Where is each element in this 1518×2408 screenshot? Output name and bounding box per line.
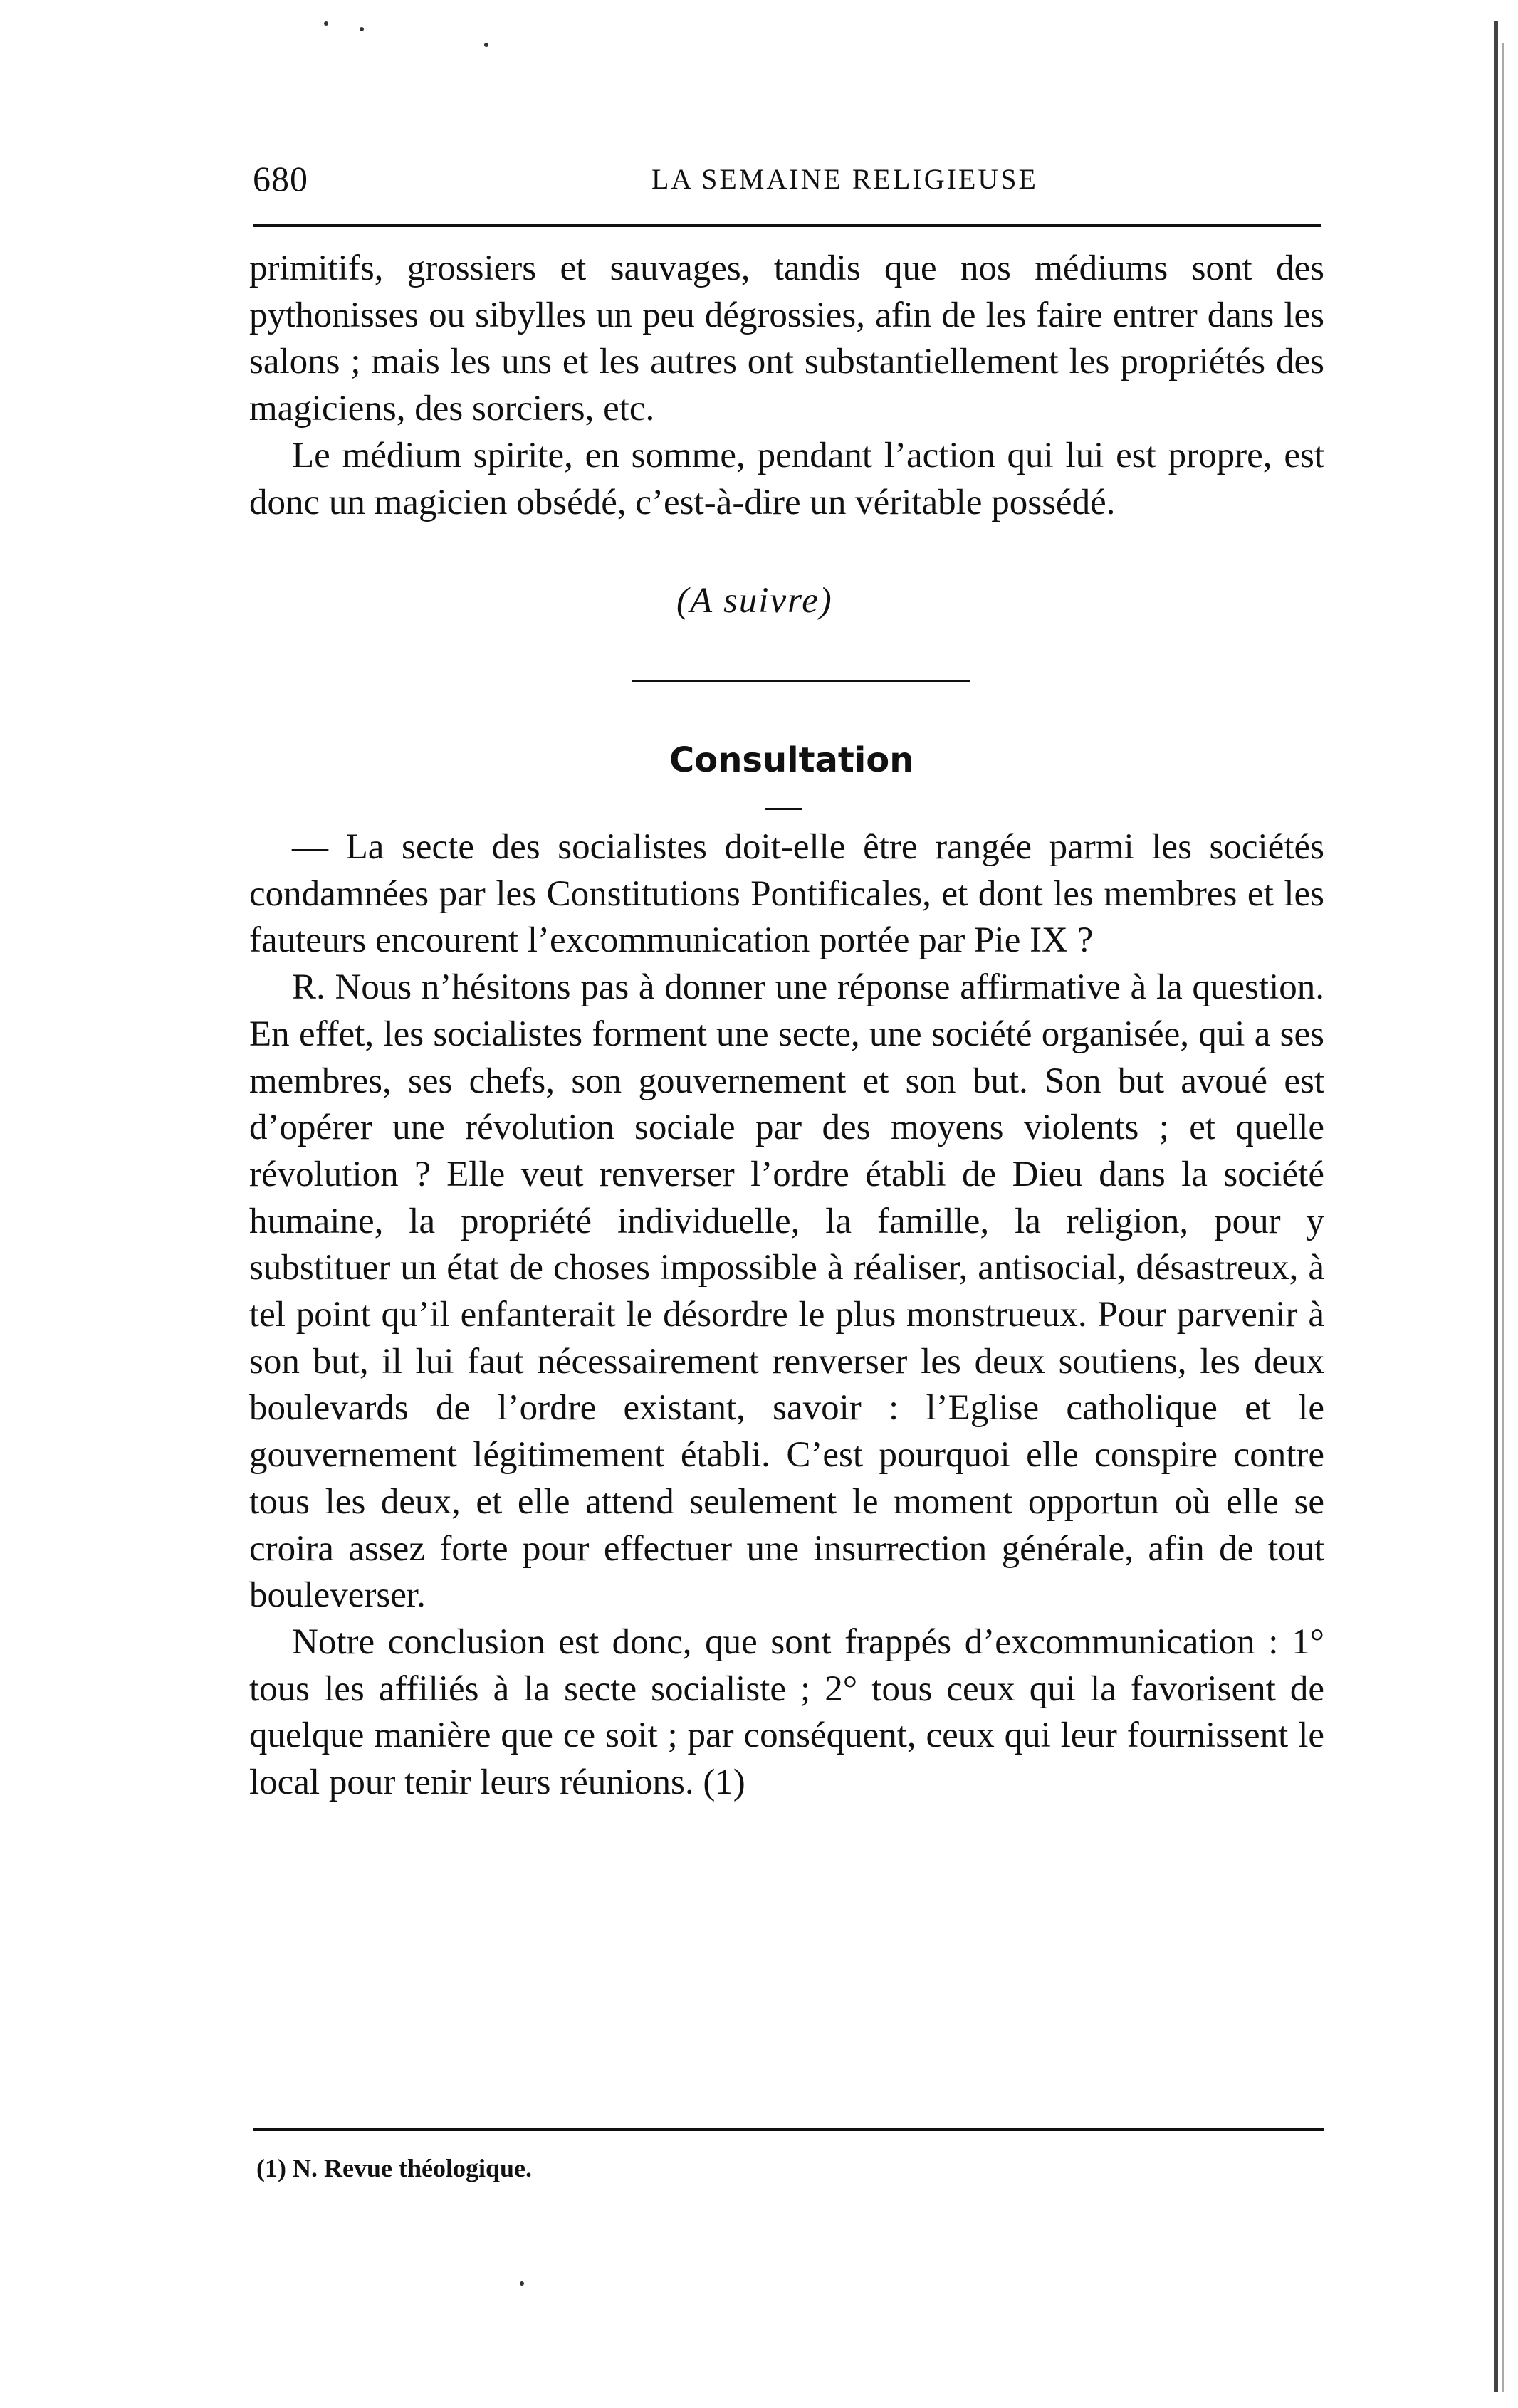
question-paragraph: — La secte des socialistes doit-elle être rangée parmi les sociétés condamnées par les Constitutions Pontificales, et dont les membres et les fauteurs encourent l’excommunication portée par Pie IX ?: [249, 827, 1324, 961]
continuation-paragraph: Le médium spirite, en somme, pendant l’action qui lui est propre, est donc un magicien obsédé, c’est-à-dire un véritable possédé.: [249, 435, 1324, 522]
title-dash: [765, 808, 802, 810]
conclusion-paragraph: Notre conclusion est donc, que sont frappés d’excommunication : 1° tous les affiliés à la secte socialiste ; 2° tous ceux qui la favorisent de quelque manière que ce soit ; par conséquent, ceux qui leur fournissent le local pour tenir leurs réunions. (1): [249, 1621, 1324, 1803]
page-header: [253, 158, 1321, 201]
header-rule: [253, 224, 1321, 227]
scan-speck: [360, 27, 364, 31]
footnote-rule: [253, 2128, 1324, 2131]
running-title: LA SEMAINE RELIGIEUSE: [651, 163, 1038, 195]
answer-paragraph: R. Nous n’hésitons pas à donner une réponse affirmative à la question. En effet, les socialistes forment une secte, une société organisée, qui a ses membres, ses chefs, son gouvernement et son but. Son but avoué est d’opérer une révolution sociale par des moyens violents ; et quelle révolution ? Elle veut renverser l’ordre établi de Dieu dans la société humaine, la propriété individuelle, la famille, la religion, pour y substituer un état de choses impossible à réaliser, antisocial, désastreux, à tel point qu’il enfanterait le désordre le plus monstrueux. Pour parvenir à son but, il lui faut nécessairement renverser les deux soutiens, les deux boulevards de l’ordre existant, savoir : l’Eglise catholique et le gouvernement légitimement établi. C’est pourquoi elle conspire contre tous les deux, et elle attend seulement le moment opportun où elle se croira assez forte pour effectuer une insurrection générale, afin de tout bouleverser.: [249, 967, 1324, 1616]
to-follow-note: (A suivre): [676, 581, 833, 621]
continuation-paragraph: primitifs, grossiers et sauvages, tandis que nos médiums sont des pythonisses ou sibylles un peu dégrossies, afin de les faire entrer dans les salons ; mais les uns et les autres ont substantiellement les propriétés des magiciens, des sorciers, etc.: [249, 248, 1324, 429]
scan-speck: [484, 43, 488, 47]
binding-edge-shadow: [1502, 43, 1504, 2392]
scan-speck: [520, 2281, 524, 2286]
continuation-text: [249, 246, 1324, 526]
consultation-text: [249, 824, 1324, 1807]
binding-edge: [1494, 21, 1498, 2392]
scan-speck: [324, 21, 328, 26]
footnote: (1) N. Revue théologique.: [256, 2154, 532, 2182]
page-number: 680: [253, 159, 308, 199]
section-divider: [632, 680, 970, 682]
section-title: Consultation: [669, 740, 914, 780]
